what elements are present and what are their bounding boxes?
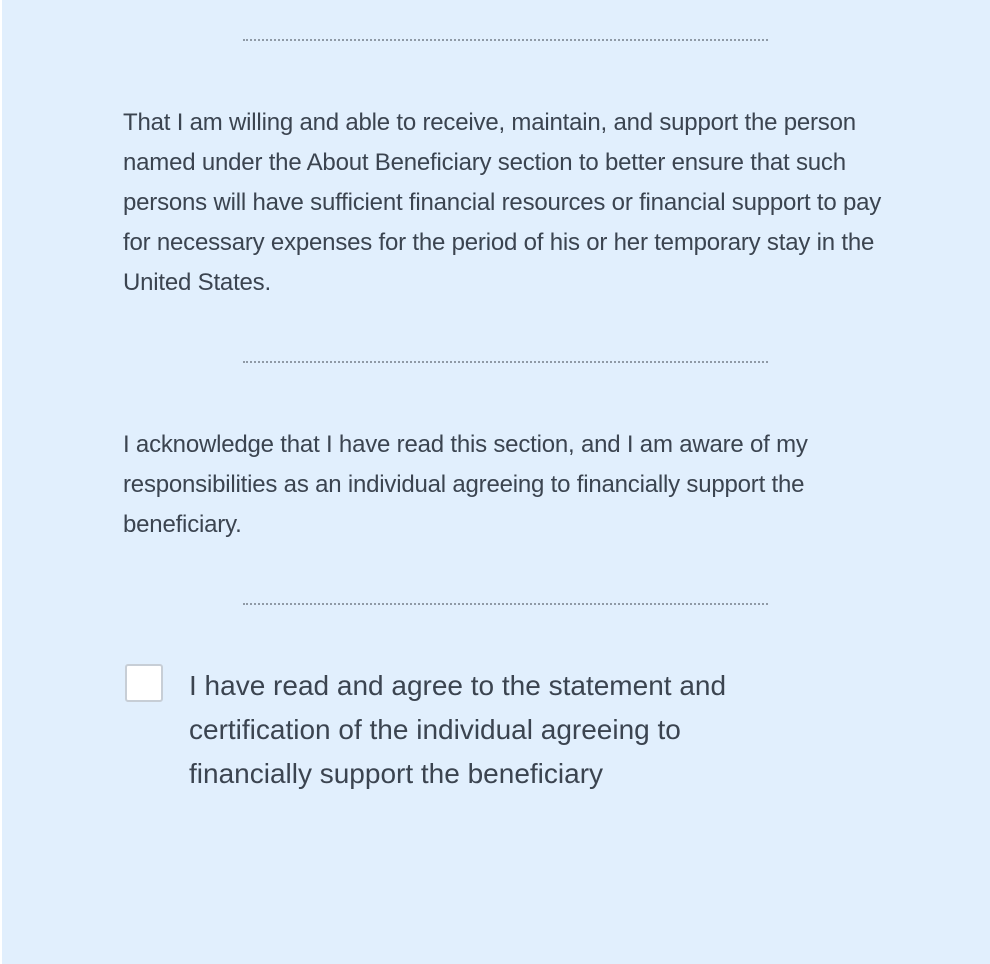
divider-middle bbox=[243, 361, 768, 363]
statement-support-paragraph: That I am willing and able to receive, maintain, and support the person named under the About Beneficiary section to better ensure that such persons will have sufficient financial resources or financial support to pay for necessary expenses for the period of his or her temporary stay in the United States. bbox=[123, 109, 882, 296]
divider-top bbox=[243, 39, 768, 41]
agree-checkbox-label[interactable]: I have read and agree to the statement and certification of the individual agreeing to financially support the beneficiary bbox=[189, 670, 727, 789]
divider-bottom bbox=[243, 603, 768, 605]
certification-panel bbox=[2, 0, 990, 964]
agree-checkbox[interactable] bbox=[125, 664, 163, 702]
statement-acknowledge-paragraph: I acknowledge that I have read this section, and I am aware of my responsibilities as an individual agreeing to financially support the beneficiary. bbox=[123, 431, 808, 538]
